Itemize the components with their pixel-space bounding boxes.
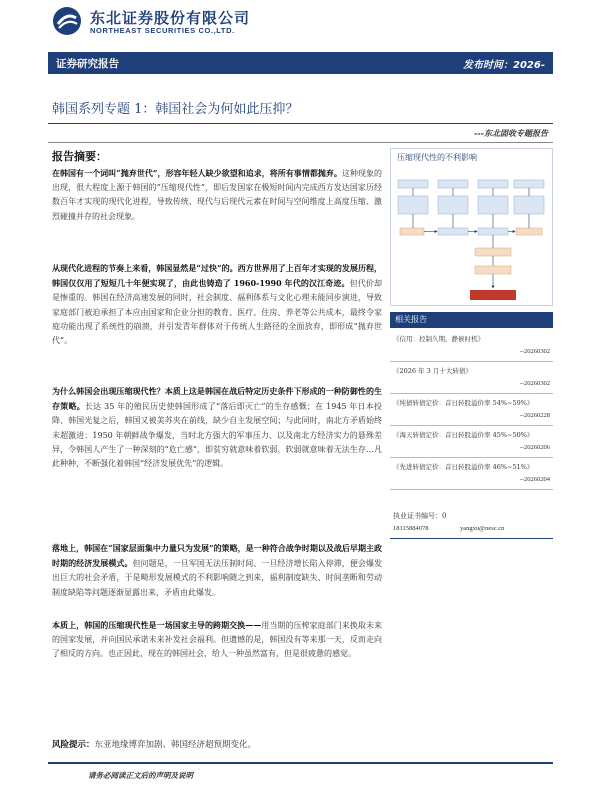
- paragraph-body: 长达 35 年的殖民历史使韩国形成了“落后即灭亡”的生存感慨；在 1945 年日本投降、韩国光复之后，韩国又被美苏夹在前线，缺少自主发展空间；与此同时，南北方矛盾始终未超激进：1950 年朝鲜战争爆发，当时北方强大的军事压力、以及南北方经济实力的悬殊差异，令韩国人产生了一种深刻的“危亡感”，即贫穷就意味着软弱，软弱就意味着无法生存…凡此种种，不断强化着韩国“经济发展优先”的逻辑。: [52, 402, 383, 469]
- related-report-title[interactable]: 《先进转债定价：首日转股溢价率 46%~51%》: [393, 463, 534, 471]
- paragraph-lead: 从现代化进程的节奏上来看，韩国显然是“过快”的。西方世界用了上百年才实现的发展历程，韩国仅仅用了短短几十年便实现了，由此也铸造了 1960-1990 年代的汉江奇迹。: [52, 263, 382, 289]
- brand-name-cn: 东北证券股份有限公司: [90, 9, 251, 27]
- paragraph-body: 但代价却是惨重的。韩国在经济高速发展的同时，社会制度、福利体系与文化心理未能同步演进，导致家庭部门被迫承担了本应由国家和企业分担的教育、医疗、住房、养老等公共成本，最终令家庭功能出现了系统性的崩溃，并引发青年群体对于传统人生路径的全面放弃，即形成“抛弃世代”。: [52, 279, 383, 346]
- analyst-email[interactable]: yangxu@nesc.cn: [460, 525, 505, 532]
- diagram-node: [478, 228, 508, 235]
- diagram-node: [478, 180, 508, 188]
- diagram-outcome-node: [470, 290, 516, 300]
- analyst-license: 执业证书编号：0: [393, 512, 447, 520]
- risk-text: 东亚地缘博弈加剧、韩国经济超预期变化。: [94, 740, 257, 750]
- diagram-node: [398, 180, 428, 188]
- paragraph-body: 这种现象的出现，很大程度上源于韩国的“压缩现代性”，即后发国家在极短时间内完成西方发达国家历经数百年才实现的现代化进程，导致传统、现代与后现代元素在时间与空间维度上高度压缩、激烈碰撞并存的社会现象。: [52, 169, 382, 221]
- diagram-node: [514, 180, 544, 188]
- diagram-node: [516, 228, 542, 235]
- related-report-date: --20260302: [519, 348, 550, 355]
- publish-date: 发布时间：2026-: [463, 60, 545, 71]
- related-report-date: --20260204: [519, 476, 550, 483]
- figure-title: 压缩现代性的不利影响: [397, 153, 477, 162]
- analyst-phone: 18115884078: [393, 525, 429, 532]
- related-report-date: --20260228: [519, 412, 550, 419]
- related-report-title[interactable]: 《海天转债定价：首日转股溢价率 45%~50%》: [393, 431, 534, 439]
- related-reports-list: [390, 330, 553, 490]
- related-reports-heading: 相关报告: [390, 312, 553, 328]
- related-report-date: --20260302: [519, 380, 550, 387]
- diagram-node: [400, 228, 424, 235]
- summary-paragraph-5: [52, 618, 382, 662]
- company-logo: [52, 6, 82, 36]
- related-report-item[interactable]: [390, 426, 553, 458]
- diagram-node: [438, 180, 468, 188]
- related-report-item[interactable]: [390, 362, 553, 394]
- related-report-item[interactable]: [390, 458, 553, 490]
- risk-label: 风险提示：: [52, 740, 95, 750]
- diagram-node: [475, 266, 511, 274]
- summary-heading: 报告摘要：: [52, 150, 107, 163]
- paragraph-lead: 为什么韩国会出现压缩现代性？本质上这是韩国在战后特定历史条件下形成的一种防御性的生存策略。: [52, 386, 382, 412]
- summary-paragraph-2: [52, 261, 382, 348]
- title-divider: [48, 123, 553, 124]
- paragraph-body: 但问题是，一旦军国无法压制时间、一旦经济增长陷入停滞，便会爆发出巨大的社会矛盾，于是畸形发展模式的不利影响随之到来，福利制度缺失、时间垄断和劳动制度缺陷等问题逐渐显露出来，矛盾由此爆发。: [52, 559, 382, 597]
- related-report-title[interactable]: 《2026 年 3 月十大转债》: [393, 367, 472, 375]
- risk-warning: [52, 738, 256, 750]
- report-byline: ---东北固收专题报告: [474, 128, 548, 138]
- footer-divider: [48, 762, 553, 764]
- diagram-node: [478, 196, 508, 214]
- report-category-bar: [48, 52, 553, 74]
- related-report-item[interactable]: [390, 394, 553, 426]
- flow-diagram: [390, 166, 553, 306]
- diagram-node: [398, 196, 428, 214]
- diagram-node: [475, 248, 511, 256]
- byline-divider: [48, 142, 553, 143]
- diagram-node: [438, 196, 468, 214]
- analyst-divider: [390, 538, 553, 539]
- paragraph-body: 用当期的压榨家庭部门来换取未来的国家发展，并向国民承诺未来补发社会福利。但遗憾的是，韩国没有等来那一天，反而走向了相反的方向。也正因此，现在的韩国社会，给人一种虽然富有，但是很疲惫的感觉。: [52, 621, 383, 659]
- brand-name-en: NORTHEAST SECURITIES CO.,LTD.: [90, 26, 235, 35]
- related-report-title[interactable]: 《纯债转债定价：首日转股溢价率 54%~59%》: [393, 399, 534, 407]
- related-report-item[interactable]: [390, 330, 553, 362]
- paragraph-lead: 本质上，韩国的压缩现代性是一场国家主导的跨期交换——: [52, 620, 262, 630]
- summary-paragraph-3: [52, 384, 382, 471]
- summary-paragraph-1: [52, 166, 382, 224]
- report-category: 证券研究报告: [56, 58, 119, 70]
- paragraph-lead: 在韩国有一个词叫“抛弃世代”，形容年轻人缺少欲望和追求，将所有事情都抛弃。: [52, 168, 342, 178]
- report-title: 韩国系列专题 1：韩国社会为何如此压抑？: [52, 102, 299, 117]
- footer-disclaimer: 请务必阅读正文后的声明及说明: [88, 771, 193, 780]
- diagram-node: [438, 228, 468, 235]
- analyst-info: [390, 508, 553, 538]
- related-report-title[interactable]: 《信用：控制久期，静候时机》: [393, 335, 484, 343]
- diagram-node: [514, 196, 544, 214]
- paragraph-lead: 落地上，韩国在“国家层面集中力量只为发展”的策略，是一种符合战争时期以及战后早期主政时期的经济发展模式。: [52, 543, 382, 569]
- related-report-date: --20260206: [519, 444, 550, 451]
- summary-paragraph-4: [52, 541, 382, 600]
